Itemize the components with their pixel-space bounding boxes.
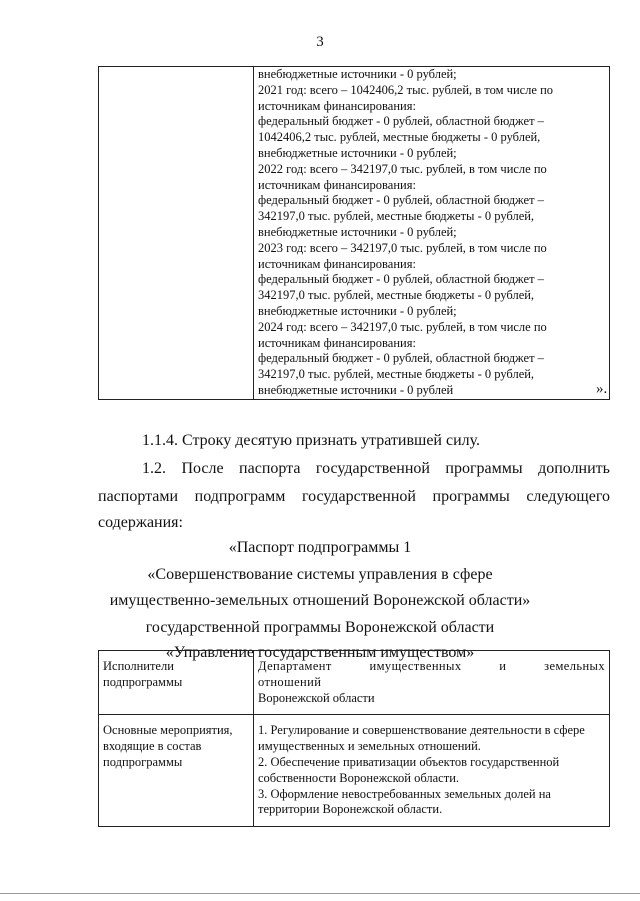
- funding-table-right-cell: [254, 67, 610, 400]
- passport-row-main-activities-value: [254, 715, 610, 827]
- cell-line: входящие в состав: [103, 739, 202, 754]
- word: дополнить: [538, 460, 610, 477]
- word: паспортами: [98, 488, 179, 505]
- subprogram-heading-line-4: государственной программы Воронежской области: [145, 619, 495, 636]
- funding-line: 342197,0 тыс. рублей, местные бюджеты - 0 рублей,: [258, 367, 535, 382]
- closing-quote-mark: ».: [596, 381, 608, 397]
- funding-line: источникам финансирования:: [258, 256, 416, 271]
- subprogram-heading-line-5: «Управление государственным имуществом»: [165, 644, 475, 661]
- funding-line: федеральный бюджет - 0 рублей, областной бюджет –: [258, 351, 544, 366]
- word: следующего: [526, 488, 610, 505]
- paragraph-1-2-line-1: [142, 460, 610, 478]
- word: подпрограмм: [194, 488, 286, 505]
- funding-line: федеральный бюджет - 0 рублей, областной бюджет –: [258, 114, 544, 129]
- cell-line: подпрограммы: [103, 674, 183, 689]
- word: 1.2.: [142, 460, 166, 477]
- subprogram-heading-line-3: имущественно-земельных отношений Воронежской области»: [109, 592, 531, 609]
- subprogram-heading-line-2: «Совершенствование системы управления в сфере: [147, 566, 493, 583]
- word: государственной: [315, 460, 430, 477]
- cell-line: подпрограммы: [103, 754, 183, 769]
- cell-line: 1. Регулирование и совершенствование деятельности в сфере: [258, 723, 585, 738]
- funding-line: 2024 год: всего – 342197,0 тыс. рублей, в том числе по: [258, 319, 547, 334]
- word: государственной: [301, 488, 416, 505]
- passport-row-executors: [99, 651, 610, 715]
- word: программы: [445, 460, 523, 477]
- passport-row-main-activities: [99, 715, 610, 827]
- funding-line: внебюджетные источники - 0 рублей;: [258, 145, 457, 160]
- cell-line-text: Департамент имущественных и земельных отношений: [258, 659, 605, 689]
- cell-line: имущественных и земельных отношений.: [258, 739, 481, 754]
- cell-line: 2. Обеспечение приватизации объектов государственной: [258, 754, 560, 769]
- funding-line: внебюджетные источники - 0 рублей;: [258, 67, 457, 81]
- funding-line: 1042406,2 тыс. рублей, местные бюджеты - 0 рублей,: [258, 130, 541, 145]
- funding-line: федеральный бюджет - 0 рублей, областной бюджет –: [258, 193, 544, 208]
- funding-line: 342197,0 тыс. рублей, местные бюджеты - 0 рублей,: [258, 209, 535, 224]
- funding-table: [98, 66, 610, 400]
- paragraph-1-2-line-2: [98, 488, 610, 506]
- funding-line: федеральный бюджет - 0 рублей, областной бюджет –: [258, 272, 544, 287]
- funding-line: источникам финансирования:: [258, 177, 416, 192]
- funding-line: внебюджетные источники - 0 рублей;: [258, 224, 457, 239]
- cell-line: территории Воронежской области.: [258, 802, 443, 817]
- funding-line: источникам финансирования:: [258, 98, 416, 113]
- funding-line: внебюджетные источники - 0 рублей: [258, 382, 454, 397]
- passport-row-executors-value: [254, 651, 610, 715]
- page-number: 3: [316, 34, 324, 50]
- funding-line: 2023 год: всего – 342197,0 тыс. рублей, в том числе по: [258, 240, 547, 255]
- cell-line: 3. Оформление невостребованных земельных долей на: [258, 786, 551, 801]
- funding-line: 2021 год: всего – 1042406,2 тыс. рублей, в том числе по: [258, 82, 554, 97]
- cell-line: Исполнители: [103, 659, 174, 673]
- paragraph-1-2-line-3: содержания:: [98, 514, 183, 531]
- funding-table-left-cell: [99, 67, 254, 400]
- funding-line: 2022 год: всего – 342197,0 тыс. рублей, в том числе по: [258, 161, 547, 176]
- funding-table-row: [99, 67, 610, 400]
- paragraph-1-1-4: 1.1.4. Строку десятую признать утратившей силу.: [142, 432, 481, 449]
- page-bottom-rule: [0, 893, 640, 894]
- cell-line: собственности Воронежской области.: [258, 770, 460, 785]
- cell-line: Воронежской области: [258, 690, 375, 705]
- word: паспорта: [239, 460, 301, 477]
- word: После: [181, 460, 224, 477]
- subprogram-heading-line-1: «Паспорт подпрограммы 1: [228, 539, 412, 556]
- word: программы: [432, 488, 510, 505]
- cell-line: [258, 659, 605, 691]
- funding-line: 342197,0 тыс. рублей, местные бюджеты - 0 рублей,: [258, 288, 535, 303]
- funding-line: внебюджетные источники - 0 рублей;: [258, 303, 457, 318]
- passport-row-main-activities-label: [99, 715, 254, 827]
- cell-line: Основные мероприятия,: [103, 723, 233, 738]
- subprogram-passport-table: [98, 650, 610, 827]
- funding-line: источникам финансирования:: [258, 335, 416, 350]
- passport-row-executors-label: [99, 651, 254, 715]
